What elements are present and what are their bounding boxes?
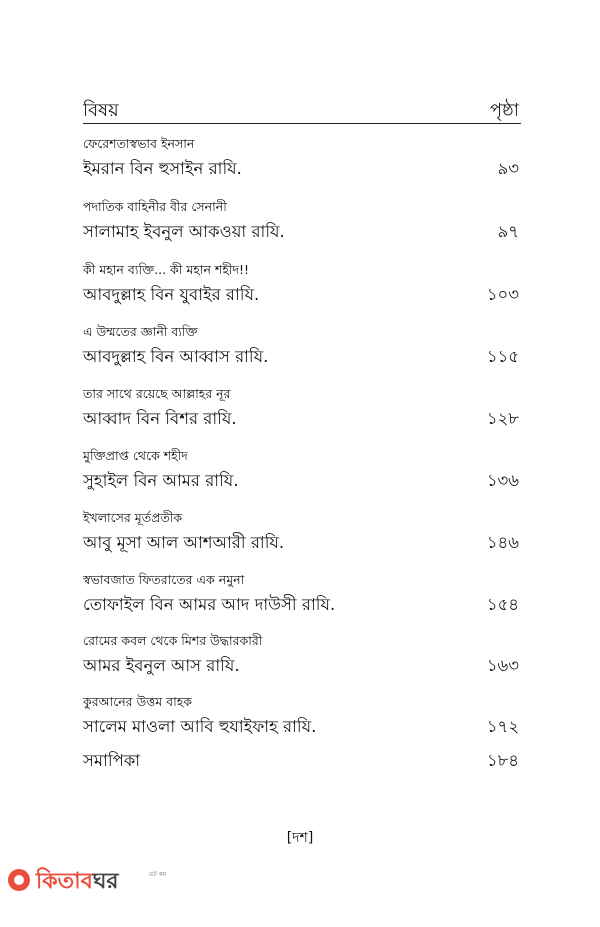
toc-header bbox=[83, 96, 521, 124]
logo-tagline: ডট কম bbox=[149, 871, 167, 878]
entry-page-number: ১৪৬ bbox=[486, 533, 519, 552]
page-marker: [দশ] bbox=[286, 830, 314, 846]
entry-page-number: ১১৫ bbox=[486, 347, 519, 366]
entry-title: সালেম মাওলা আবি হুযাইফাহ রাযি. bbox=[83, 717, 317, 736]
entry-subtitle: তার সাথে রয়েছে আল্লাহর নূর bbox=[83, 386, 231, 401]
entry-subtitle: স্বভাবজাত ফিতরাতের এক নমুনা bbox=[83, 572, 245, 587]
logo-text-part2: ঘর bbox=[92, 869, 119, 894]
entry-page-number: ১৩৬ bbox=[486, 471, 519, 490]
entry-title: আবদুল্লাহ বিন যুবাইর রাযি. bbox=[83, 285, 260, 304]
entry-page-number: ৯৭ bbox=[497, 222, 519, 241]
logo-icon bbox=[8, 869, 30, 891]
entry-title: তোফাইল বিন আমর আদ দাউসী রাযি. bbox=[83, 595, 336, 614]
entry-title: আবদুল্লাহ বিন আব্বাস রাযি. bbox=[83, 347, 269, 366]
entry-title: আবু মূসা আল আশআরী রাযি. bbox=[83, 533, 285, 552]
toc-entry bbox=[83, 386, 521, 434]
toc-entry bbox=[83, 633, 521, 681]
entry-page-number: ১৬৩ bbox=[486, 656, 519, 675]
entry-subtitle: মুক্তিপ্রাপ্ত থেকে শহীদ bbox=[83, 448, 188, 463]
toc-entry bbox=[83, 694, 521, 742]
subject-heading: বিষয় bbox=[83, 100, 119, 121]
entry-subtitle: পদাতিক বাহিনীর বীর সেনানী bbox=[83, 199, 227, 214]
entry-subtitle: ইখলাসের মূর্তপ্রতীক bbox=[83, 510, 183, 525]
entry-subtitle: কী মহান ব্যক্তি... কী মহান শহীদ!! bbox=[83, 262, 250, 277]
closing-title: সমাপিকা bbox=[83, 751, 141, 770]
toc-entry-closing bbox=[83, 750, 521, 774]
page-heading: পৃষ্ঠা bbox=[489, 100, 519, 121]
entry-title: ইমরান বিন হুসাইন রাযি. bbox=[83, 159, 242, 178]
entry-title: আমর ইবনুল আস রাযি. bbox=[83, 656, 240, 675]
toc-entry bbox=[83, 448, 521, 496]
toc-entry bbox=[83, 199, 521, 247]
entry-title: সালামাহ ইবনুল আকওয়া রাযি. bbox=[83, 222, 285, 241]
watermark-logo bbox=[4, 862, 174, 898]
toc-entry bbox=[83, 510, 521, 558]
toc-entry bbox=[83, 262, 521, 310]
entry-subtitle: কুরআনের উত্তম বাহক bbox=[83, 694, 193, 709]
entry-page-number: ১৭২ bbox=[486, 717, 519, 736]
toc-entry bbox=[83, 324, 521, 372]
logo-text bbox=[36, 864, 119, 901]
entry-title: সুহাইল বিন আমর রাযি. bbox=[83, 471, 239, 490]
entry-page-number: ১০৩ bbox=[486, 285, 519, 304]
entry-page-number: ১৫৪ bbox=[486, 595, 519, 614]
entry-page-number: ১২৮ bbox=[486, 409, 519, 428]
entry-subtitle: রোমের কবল থেকে মিশর উদ্ধারকারী bbox=[83, 633, 263, 648]
toc-entry bbox=[83, 136, 521, 184]
toc-entry bbox=[83, 572, 521, 620]
entry-title: আব্বাদ বিন বিশর রাযি. bbox=[83, 409, 237, 428]
logo-text-part1: কিতাব bbox=[36, 869, 93, 894]
closing-page-number: ১৮৪ bbox=[486, 751, 519, 770]
entry-page-number: ৯৩ bbox=[497, 159, 519, 178]
entry-subtitle: ফেরেশতাস্বভাব ইনসান bbox=[83, 136, 195, 151]
entry-subtitle: এ উম্মতের জ্ঞানী ব্যক্তি bbox=[83, 324, 198, 339]
